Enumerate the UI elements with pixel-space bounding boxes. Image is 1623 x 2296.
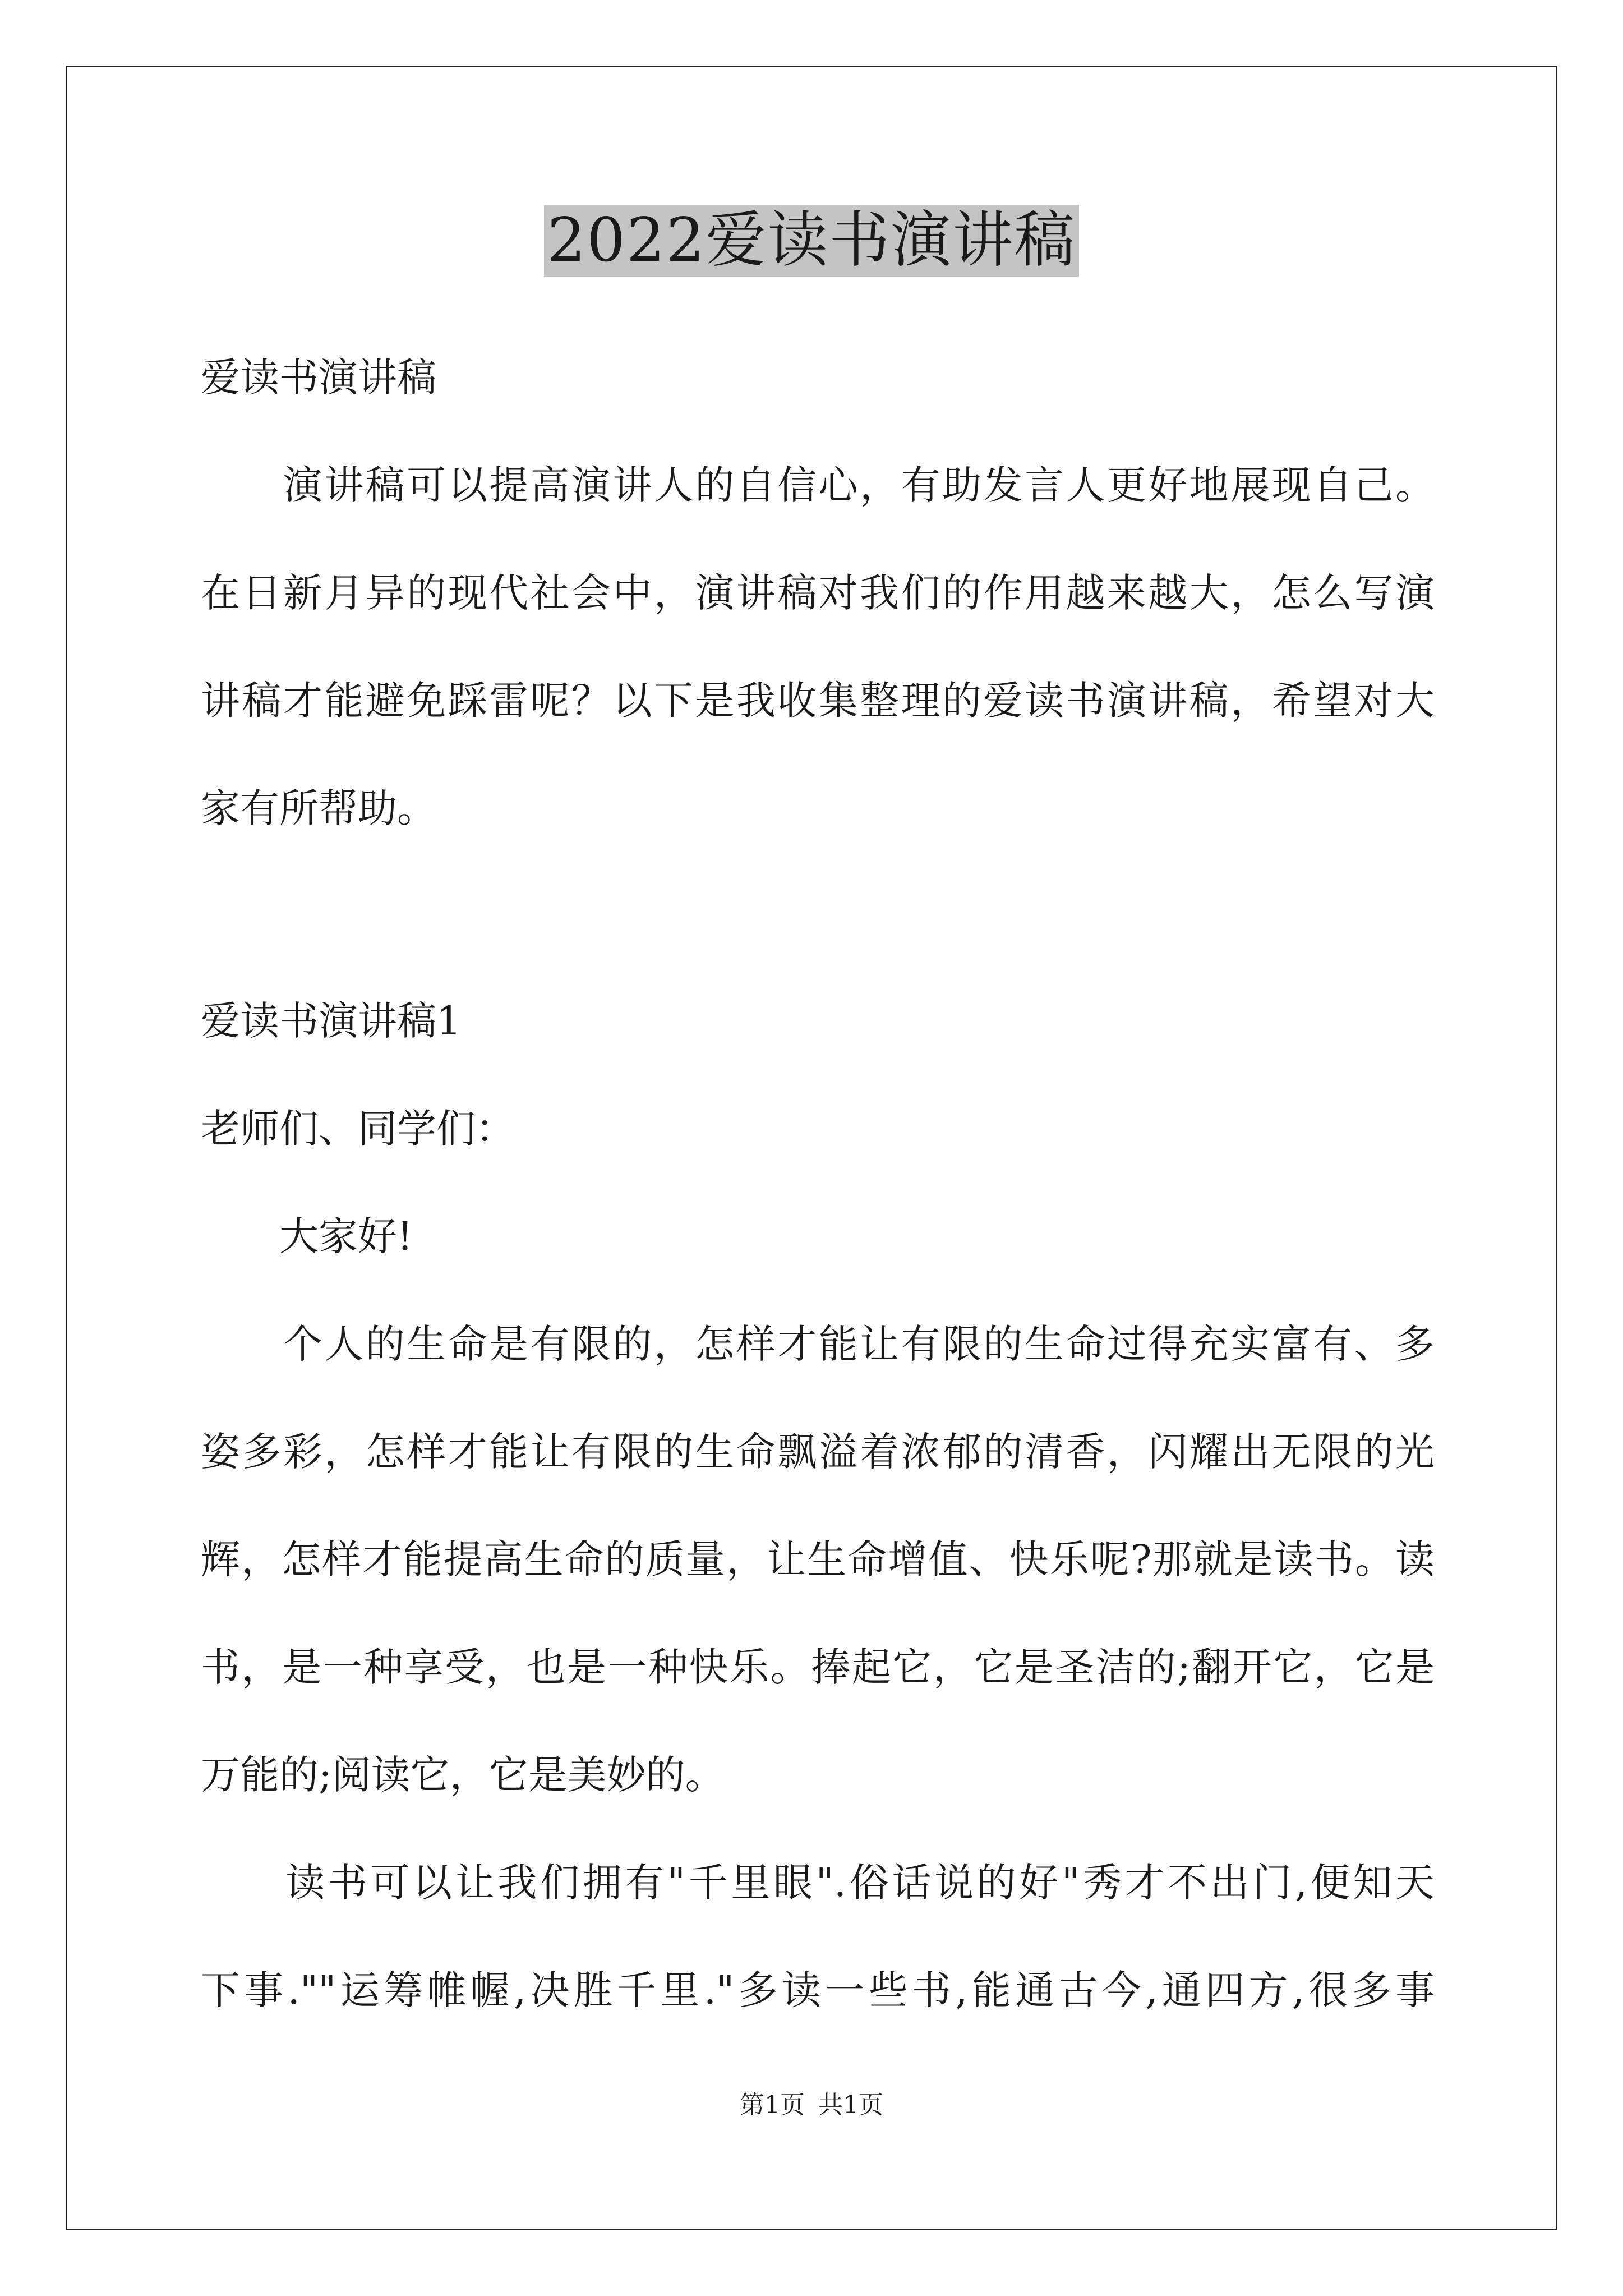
paragraph-line: 书，是一种享受，也是一种快乐。捧起它，它是圣洁的;翻开它，它是	[201, 1644, 1435, 1690]
paragraph-line: 下事.""运筹帷幄,决胜千里."多读一些书,能通古今,通四方,很多事	[201, 1967, 1435, 2013]
paragraph-line: 万能的;阅读它，它是美妙的。	[201, 1752, 725, 1798]
page-footer	[0, 2090, 1623, 2121]
paragraph-line: 姿多彩，怎样才能让有限的生命飘溢着浓郁的清香，闪耀出无限的光	[201, 1429, 1435, 1475]
section-heading: 爱读书演讲稿1	[201, 998, 462, 1044]
salutation: 老师们、同学们：	[201, 1106, 515, 1152]
document-title: 2022爱读书演讲稿	[544, 205, 1080, 277]
title-wrap	[0, 205, 1623, 277]
paragraph-line: 在日新月异的现代社会中，演讲稿对我们的作用越来越大，怎么写演	[201, 570, 1435, 616]
page-number: 第1页	[740, 2091, 805, 2119]
paragraph-line: 个人的生命是有限的，怎样才能让有限的生命过得充实富有、多	[201, 1321, 1435, 1367]
paragraph-line: 辉，怎样才能提高生命的质量，让生命增值、快乐呢?那就是读书。读	[201, 1536, 1435, 1582]
subtitle: 爱读书演讲稿	[201, 355, 436, 401]
paragraph-line: 讲稿才能避免踩雷呢？以下是我收集整理的爱读书演讲稿，希望对大	[201, 678, 1435, 724]
paragraph-line: 家有所帮助。	[201, 785, 436, 831]
greeting: 大家好!	[201, 1213, 413, 1259]
paragraph-line: 读书可以让我们拥有"千里眼".俗话说的好"秀才不出门,便知天	[201, 1860, 1435, 1906]
paragraph-line: 演讲稿可以提高演讲人的自信心，有助发言人更好地展现自己。	[201, 462, 1435, 508]
page-total: 共1页	[818, 2091, 883, 2119]
